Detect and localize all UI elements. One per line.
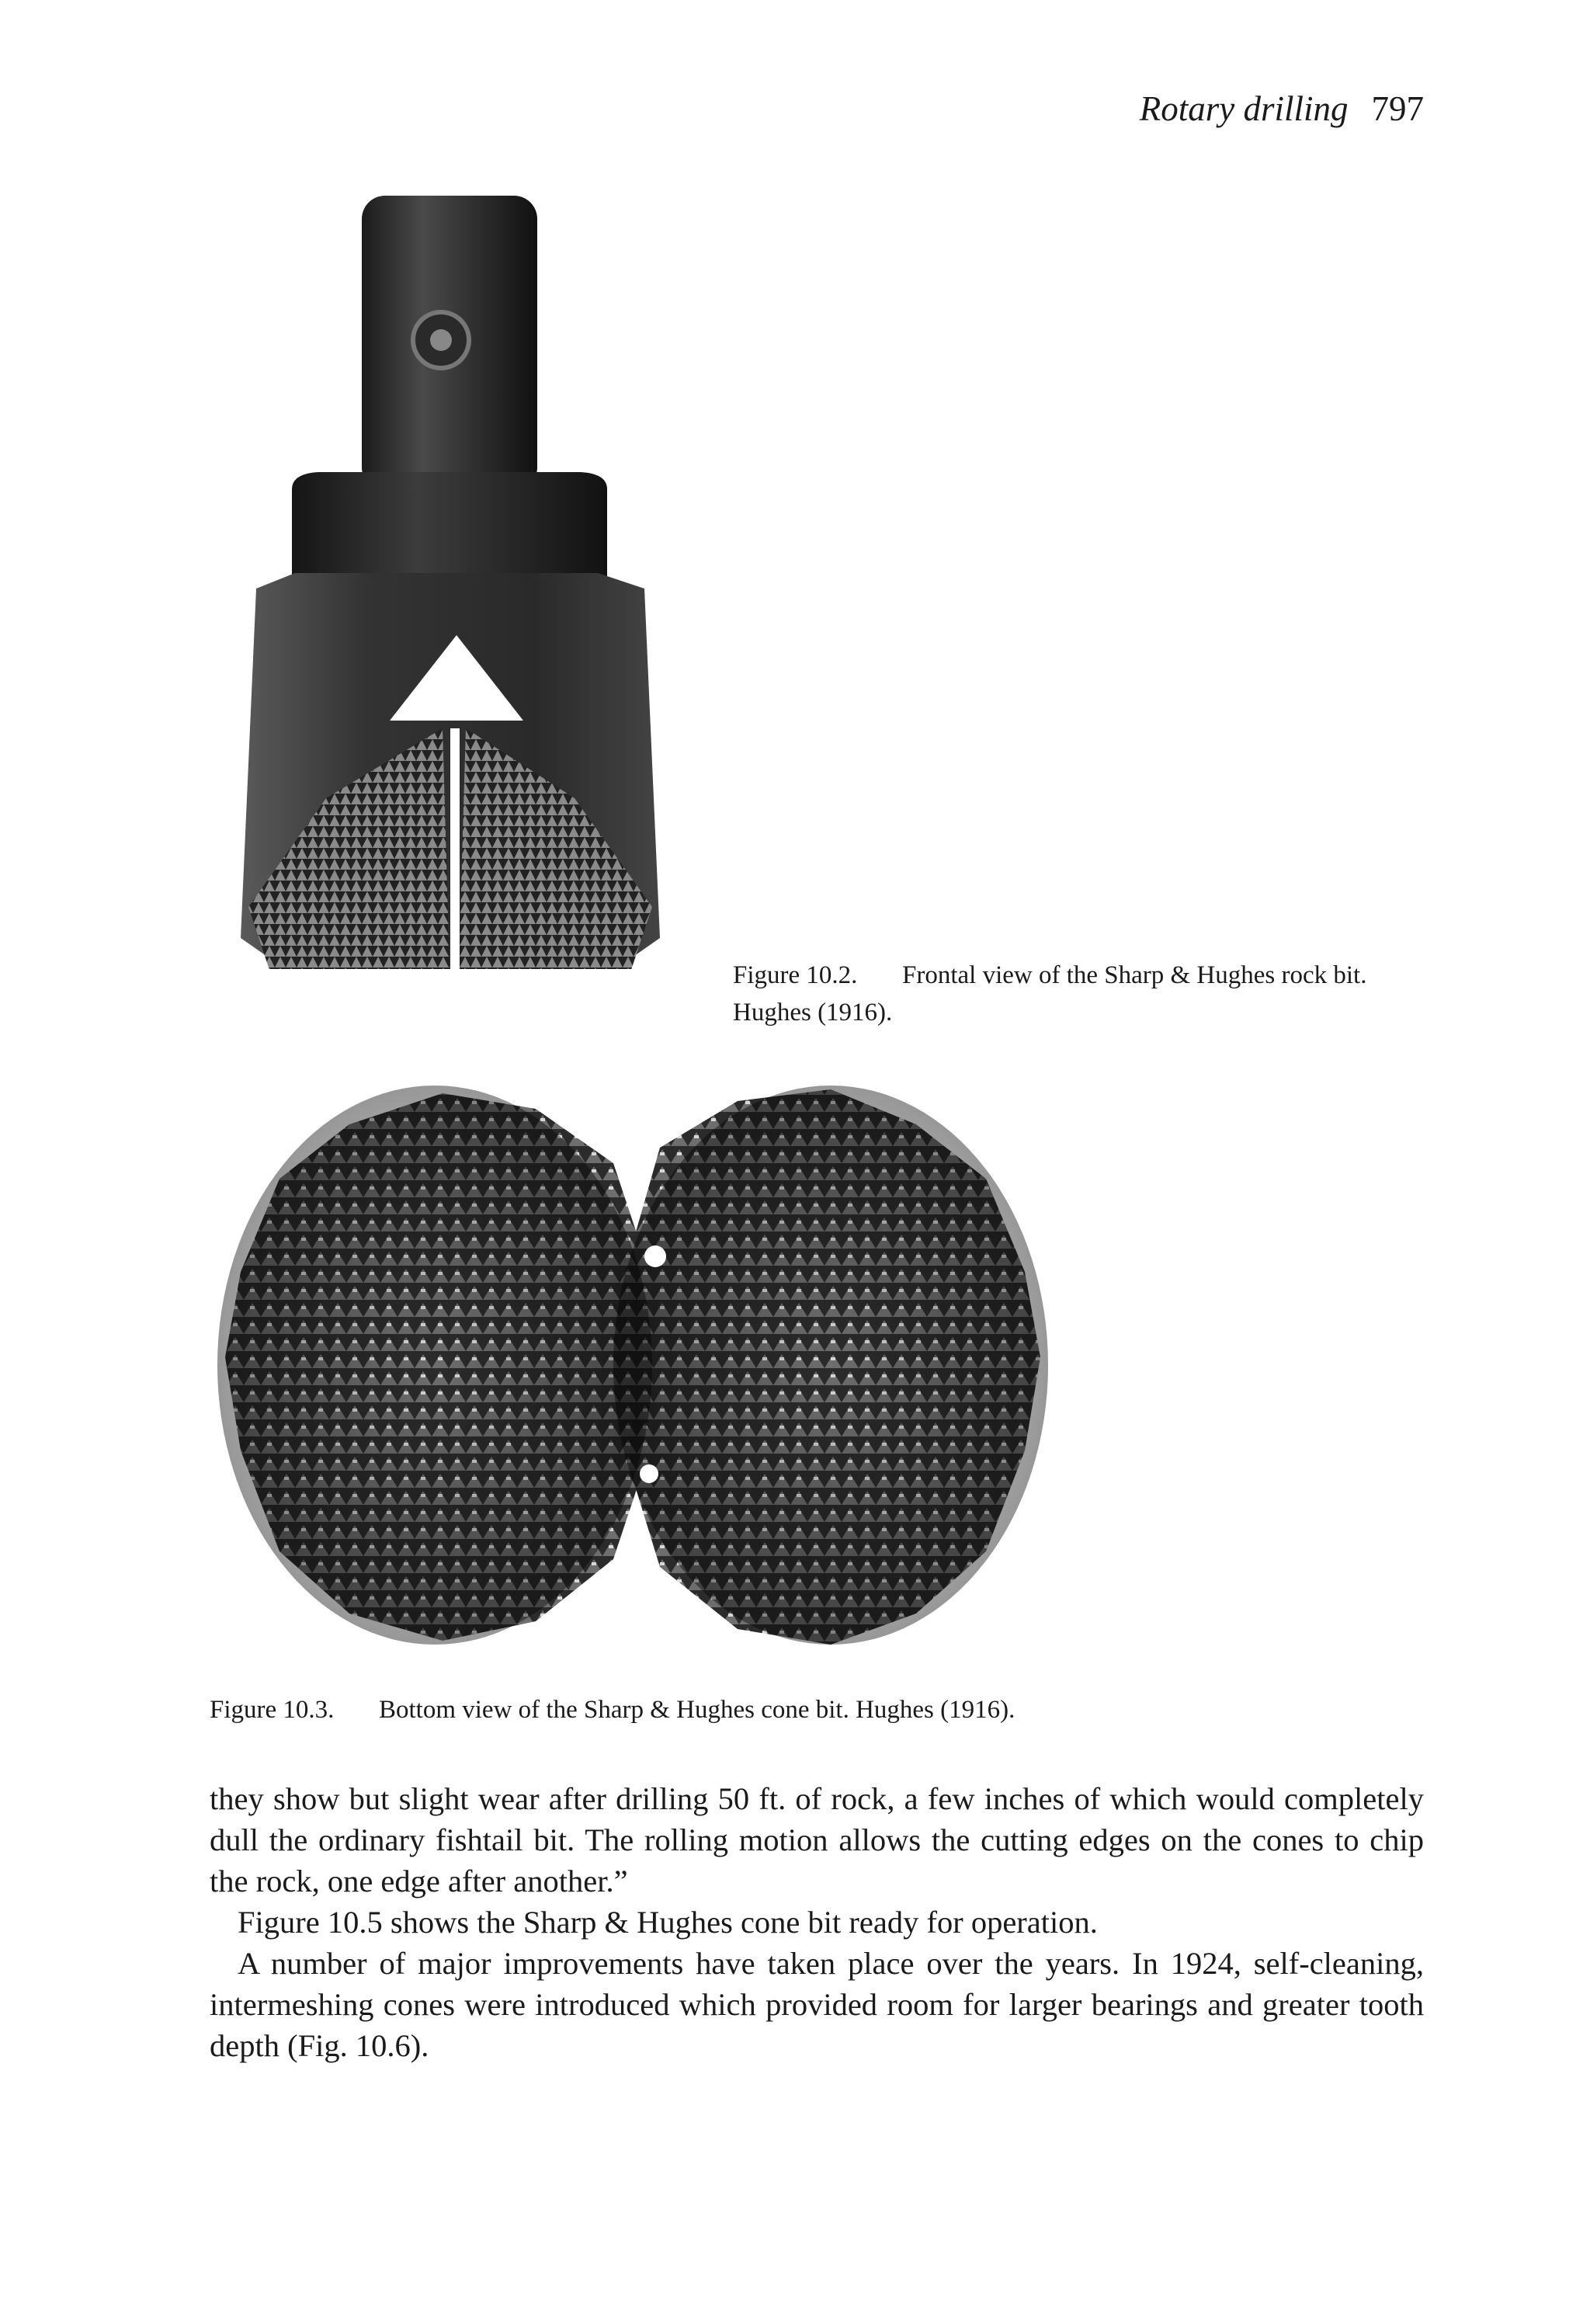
figure-10-3-caption: [210, 1691, 1452, 1728]
page-number: 797: [1371, 89, 1424, 128]
figure-label: Figure 10.2.: [733, 961, 858, 989]
figure-label: Figure 10.3.: [210, 1696, 335, 1724]
cone-bit-bottom-photo: [210, 1078, 1056, 1652]
rock-bit-frontal-photo: [210, 185, 691, 1009]
caption-text: Frontal view of the Sharp & Hughes rock bit.: [902, 961, 1367, 989]
figure-10-2-caption: [733, 957, 1432, 1031]
running-title: Rotary drilling: [1139, 89, 1349, 128]
body-text: [210, 1778, 1424, 2066]
paragraph: they show but slight wear after drilling 50 ft. of rock, a few inches of which would completely dull the ordinary fishtail bit. The rolling motion allows the cutting edges on the cones to chip the rock, one edge after another.”: [210, 1781, 1424, 1898]
paragraph: Figure 10.5 shows the Sharp & Hughes cone bit ready for operation.: [238, 1905, 1098, 1940]
paragraph: A number of major improvements have taken place over the years. In 1924, self-cleaning, intermeshing cones were introduced which provided room for larger bearings and greater tooth depth (Fig. 10.6).: [210, 1946, 1424, 2063]
caption-text-line2: Hughes (1916).: [733, 999, 893, 1027]
caption-text: Bottom view of the Sharp & Hughes cone bit. Hughes (1916).: [379, 1696, 1015, 1724]
running-header: [1139, 89, 1424, 128]
